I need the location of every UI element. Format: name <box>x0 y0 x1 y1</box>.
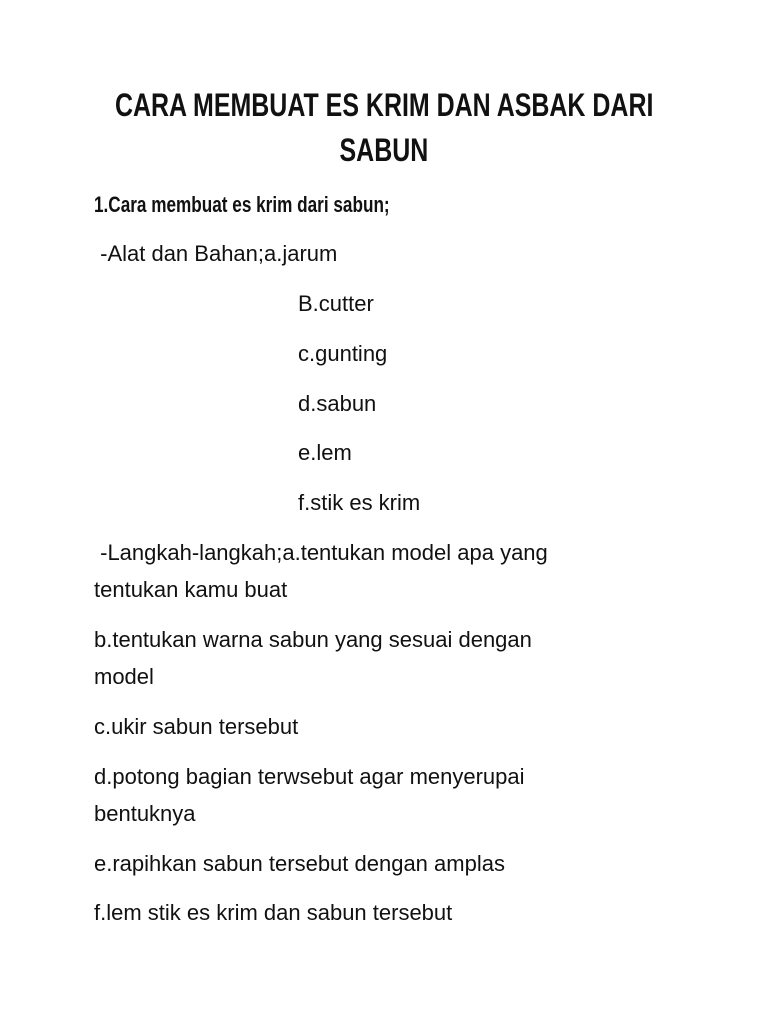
step-line: b.tentukan warna sabun yang sesuai dengan <box>94 627 532 652</box>
title-text: CARA MEMBUAT ES KRIM DAN ASBAK DARI <box>114 87 654 123</box>
tool-item: f.stik es krim <box>298 490 421 515</box>
tool-item: e.lem <box>298 440 352 465</box>
step-line: bentuknya <box>94 801 196 826</box>
step-line: f.lem stik es krim dan sabun tersebut <box>94 900 453 925</box>
step-line: d.potong bagian terwsebut agar menyerupai <box>94 764 525 789</box>
step-line: c.ukir sabun tersebut <box>94 714 299 739</box>
tool-item: c.gunting <box>298 341 388 366</box>
step-line: -Langkah-langkah;a.tentukan model apa yang <box>94 540 548 565</box>
document-title-line1 <box>0 87 768 123</box>
document-title-line2 <box>0 132 768 168</box>
tools-intro: -Alat dan Bahan;a.jarum <box>94 241 338 266</box>
section-heading-text: 1.Cara membuat es krim dari sabun; <box>94 192 390 217</box>
step-line: tentukan kamu buat <box>94 577 288 602</box>
tool-item: B.cutter <box>298 291 374 316</box>
tool-item: d.sabun <box>298 391 377 416</box>
title-text: SABUN <box>339 132 429 168</box>
step-line: e.rapihkan sabun tersebut dengan amplas <box>94 851 505 876</box>
step-line: model <box>94 664 154 689</box>
section-heading <box>94 192 473 218</box>
